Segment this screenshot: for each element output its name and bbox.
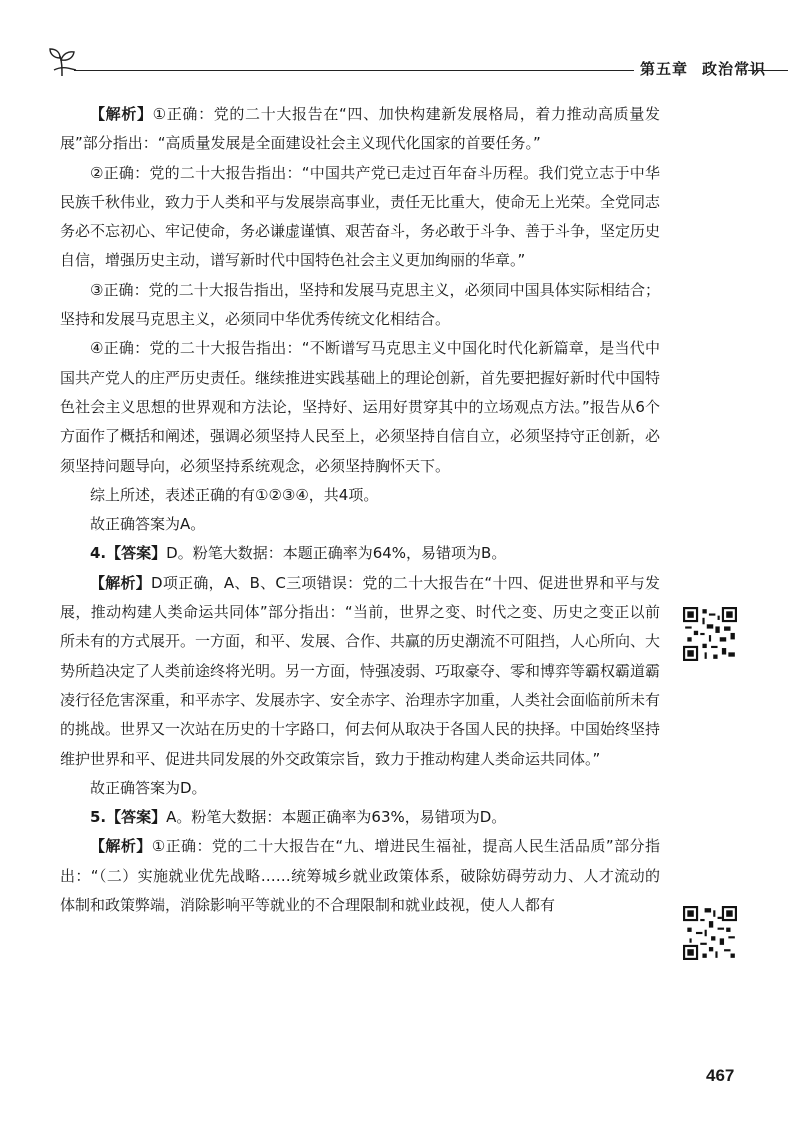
page-number: 467 <box>706 1066 735 1085</box>
paragraph <box>60 100 660 159</box>
answer-tag: 4.【答案】 <box>90 544 167 563</box>
paragraph <box>60 481 660 510</box>
paragraph-tag: 【解析】 <box>90 837 152 856</box>
paragraph <box>60 774 660 803</box>
paragraph <box>60 832 660 920</box>
paragraph-text: 故正确答案为D。 <box>90 778 207 797</box>
paragraph-text: ③正确：党的二十大报告指出，坚持和发展马克思主义，必须同中国具体实际相结合；坚持和发展马克思主义，必须同中华优秀传统文化相结合。 <box>60 280 660 329</box>
answer-line <box>60 539 660 568</box>
paragraph <box>60 159 660 276</box>
answer-text: D。粉笔大数据：本题正确率为64%，易错项为B。 <box>166 544 507 563</box>
paragraph-text: 综上所述，表述正确的有①②③④，共4项。 <box>90 485 379 504</box>
chapter-number: 第五章 <box>640 60 689 78</box>
paragraph <box>60 510 660 539</box>
header-rule-left <box>74 70 634 71</box>
answer-tag: 5.【答案】 <box>90 808 167 827</box>
paragraph-text: D项正确，A、B、C三项错误：党的二十大报告在“十四、促进世界和平与发展，推动构建人类命运共同体”部分指出：“当前，世界之变、时代之变、历史之变正以前所未有的方式展开。一方面，和平、发展、合作、共赢的历史潮流不可阻挡，人心所向、大势所趋决定了人类前途终将光明。另一方面，恃强凌弱、巧取豪夺、零和博弈等霸权霸道霸凌行径危害深重，和平赤字、发展赤字、安全赤字、治理赤字加重，人类社会面临前所未有的挑战。世界又一次站在历史的十字路口，何去何从取决于各国人民的抉择。中国始终坚持维护世界和平、促进共同发展的外交政策宗旨，致力于推动构建人类命运共同体。” <box>60 573 661 768</box>
paragraph-tag: 【解析】 <box>90 105 153 123</box>
paragraph-tag: 【解析】 <box>90 573 152 592</box>
answer-text: A。粉笔大数据：本题正确率为63%，易错项为D。 <box>166 808 507 827</box>
sprout-logo-icon <box>48 46 82 80</box>
paragraph-text: ①正确：党的二十大报告在“九、增进民生福祉，提高人民生活品质”部分指出：“（二）实施就业优先战略……统筹城乡就业政策体系，破除妨碍劳动力、人才流动的体制和政策弊端，消除影响平等就业的不合理限制和就业歧视，使人人都有 <box>60 837 660 915</box>
paragraph-text: ①正确：党的二十大报告在“四、加快构建新发展格局，着力推动高质量发展”部分指出：“高质量发展是全面建设社会主义现代化国家的首要任务。” <box>60 105 660 153</box>
paragraph <box>60 334 660 480</box>
paragraph <box>60 569 660 774</box>
chapter-subject: 政治常识 <box>702 60 767 78</box>
page-header <box>48 46 788 86</box>
answer-line <box>60 803 660 832</box>
paragraph-text: 故正确答案为A。 <box>90 515 206 534</box>
qr-code-icon[interactable] <box>683 906 737 960</box>
paragraph-text: ②正确：党的二十大报告指出：“中国共产党已走过百年奋斗历程。我们党立志于中华民族千秋伟业，致力于人类和平与发展崇高事业，责任无比重大，使命无上光荣。全党同志务必不忘初心、牢记使命，务必谦虚谨慎、艰苦奋斗，务必敢于斗争、善于斗争，坚定历史自信，增强历史主动，谱写新时代中国特色社会主义更加绚丽的华章。” <box>60 163 661 270</box>
qr-code-icon[interactable] <box>683 607 737 661</box>
header-rule-right <box>748 70 788 71</box>
paragraph <box>60 276 660 335</box>
chapter-title <box>640 58 780 79</box>
paragraph-text: ④正确：党的二十大报告指出：“不断谱写马克思主义中国化时代化新篇章，是当代中国共产党人的庄严历史责任。继续推进实践基础上的理论创新，首先要把握好新时代中国特色社会主义思想的世界观和方法论，坚持好、运用好贯穿其中的立场观点方法。”报告从6个方面作了概括和阐述，强调必须坚持人民至上，必须坚持自信自立，必须坚持守正创新，必须坚持问题导向，必须坚持系统观念，必须坚持胸怀天下。 <box>60 339 661 475</box>
main-text <box>60 100 660 920</box>
